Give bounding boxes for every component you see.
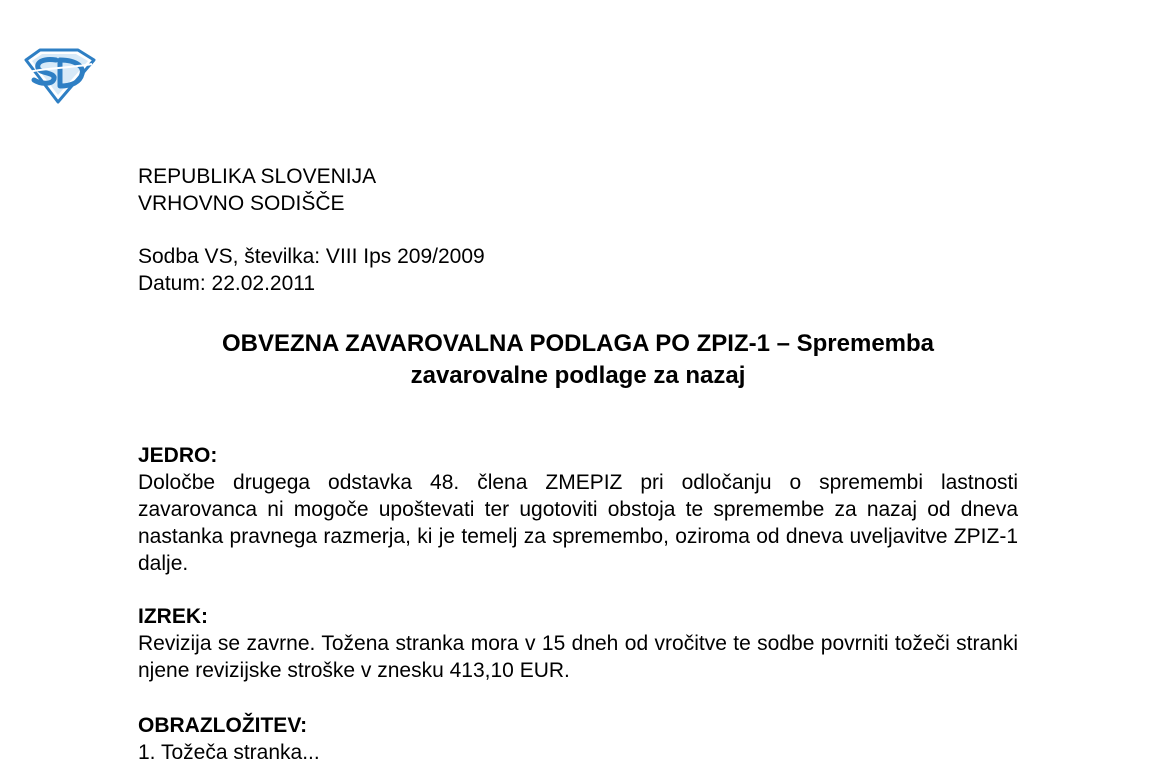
section-text-partial: 1. Tožeča stranka... xyxy=(138,741,320,764)
case-number: Sodba VS, številka: VIII Ips 209/2009 xyxy=(138,245,485,268)
section-heading: JEDRO: xyxy=(138,444,218,467)
court-country: REPUBLIKA SLOVENIJA xyxy=(138,165,377,188)
section-izrek xyxy=(138,603,1018,684)
document-body xyxy=(138,163,1018,766)
title-line-1: OBVEZNA ZAVAROVALNA PODLAGA PO ZPIZ-1 – Sprememba xyxy=(221,330,935,357)
section-jedro xyxy=(138,442,1018,577)
section-text: Določbe drugega odstavka 48. člena ZMEPIZ pri odločanju o spremembi lastnosti zavarovanca ni mogoče upoštevati ter ugotoviti obstoja te spremembe za nazaj od dneva nastanka pravnega razmerja, ki je temelj za spremembo, oziroma od dneva uveljavitve ZPIZ-1 dalje. xyxy=(138,471,1018,575)
court-name: VRHOVNO SODIŠČE xyxy=(138,192,345,215)
court-logo xyxy=(22,46,96,104)
section-heading: OBRAZLOŽITEV: xyxy=(138,714,308,737)
title-line-2: zavarovalne podlage za nazaj xyxy=(410,362,746,389)
decision-date: Datum: 22.02.2011 xyxy=(138,272,316,295)
document-title xyxy=(138,328,1018,392)
section-obrazlozitev xyxy=(138,712,1018,766)
section-text: Revizija se zavrne. Tožena stranka mora v 15 dneh od vročitve te sodbe povrniti tožeči stranki njene revizijske stroške v znesku 413,10 EUR. xyxy=(138,632,1018,682)
section-heading: IZREK: xyxy=(138,605,208,628)
